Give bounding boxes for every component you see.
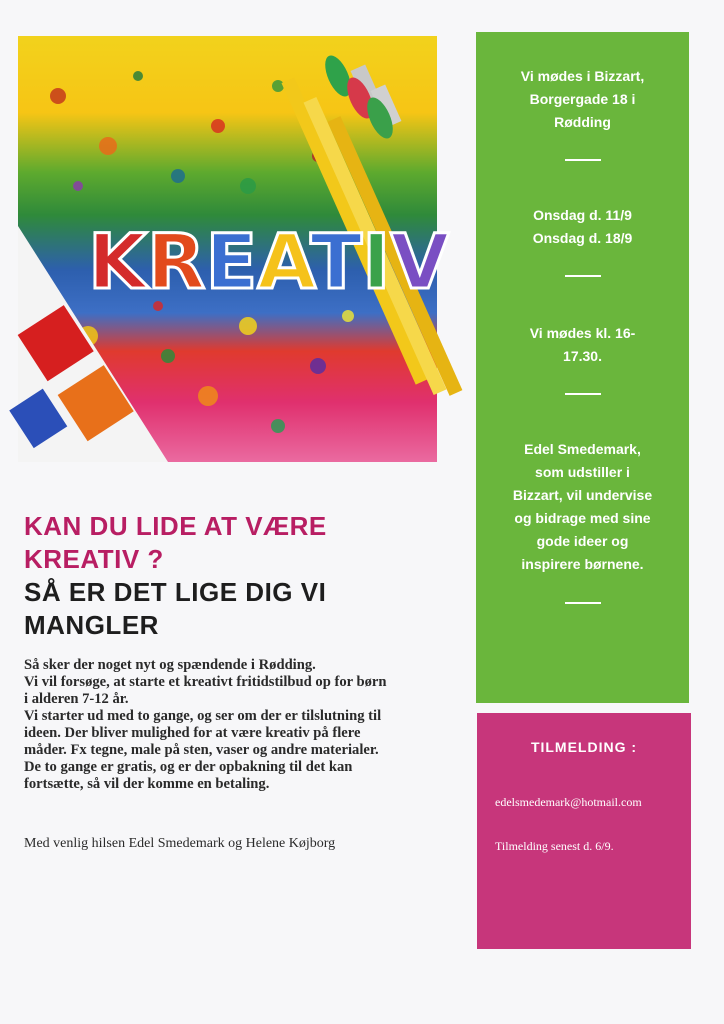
instructor-line: gode ideer og — [536, 533, 629, 549]
instructor-line: som udstiller i — [535, 464, 630, 480]
paint-artwork — [18, 36, 450, 462]
signup-deadline: Tilmelding senest d. 6/9. — [495, 839, 614, 853]
body-line: ideen. Der bliver mulighed for at være kreativ på flere — [24, 725, 361, 741]
body-line: måder. Fx tegne, male på sten, vaser og andre materialer. — [24, 742, 379, 758]
divider — [565, 159, 601, 161]
divider — [565, 602, 601, 604]
body-line: De to gange er gratis, og er der opbakning til det kan — [24, 759, 353, 775]
divider — [565, 275, 601, 277]
body-line: Vi vil forsøge, at starte et kreativt fritidstilbud op for børn — [24, 674, 387, 690]
instructor-line: inspirere børnene. — [521, 556, 644, 572]
kreativ-letter: V — [390, 217, 450, 306]
instructor-block — [488, 438, 677, 576]
kreativ-letter: K — [88, 217, 147, 306]
kreativ-word — [88, 217, 449, 306]
time-line: 17.30. — [563, 348, 602, 364]
body-line: Vi starter ud med to gange, og ser om der er tilslutning til — [24, 708, 382, 724]
body-line: Så sker der noget nyt og spændende i Rødding. — [24, 657, 316, 673]
info-panel — [476, 32, 689, 703]
divider — [565, 393, 601, 395]
dates-block — [488, 204, 677, 250]
greeting-signature: Med venlig hilsen Edel Smedemark og Helene Køjborg — [24, 836, 336, 851]
kreativ-hero-image — [18, 36, 450, 462]
location-line: Borgergade 18 i — [529, 91, 636, 107]
location-line: Vi mødes i Bizzart, — [520, 68, 645, 84]
kreativ-letter: T — [310, 217, 363, 306]
date-line: Onsdag d. 11/9 — [533, 207, 632, 223]
signup-title: TILMELDING : — [530, 739, 638, 755]
kreativ-letter: A — [257, 217, 311, 306]
body-line: fortsætte, så vil der komme en betaling. — [24, 776, 270, 792]
instructor-line: Edel Smedemark, — [524, 441, 641, 457]
body-paragraph — [24, 657, 464, 793]
location-block — [488, 65, 677, 134]
body-line: i alderen 7-12 år. — [24, 691, 129, 707]
date-line: Onsdag d. 18/9 — [532, 230, 633, 246]
time-block — [488, 322, 677, 368]
kreativ-letter: R — [146, 217, 206, 306]
headline-line-1: KAN DU LIDE AT VÆRE — [24, 511, 327, 541]
kreativ-letter: I — [362, 217, 391, 306]
instructor-line: Bizzart, vil undervise — [512, 487, 653, 503]
time-line: Vi mødes kl. 16- — [529, 325, 636, 341]
headline-line-4: MANGLER — [24, 610, 159, 640]
headline-line-3: SÅ ER DET LIGE DIG VI — [24, 577, 327, 607]
kreativ-letter: E — [205, 217, 258, 306]
location-line: Rødding — [554, 114, 611, 130]
svg-text:KREATIV — [88, 217, 449, 306]
headline-line-2: KREATIV ? — [24, 544, 164, 574]
headline — [24, 510, 454, 642]
signup-email-link[interactable]: edelsmedemark@hotmail.com — [495, 795, 642, 809]
instructor-line: og bidrage med sine — [514, 510, 651, 526]
signup-panel — [477, 713, 691, 949]
